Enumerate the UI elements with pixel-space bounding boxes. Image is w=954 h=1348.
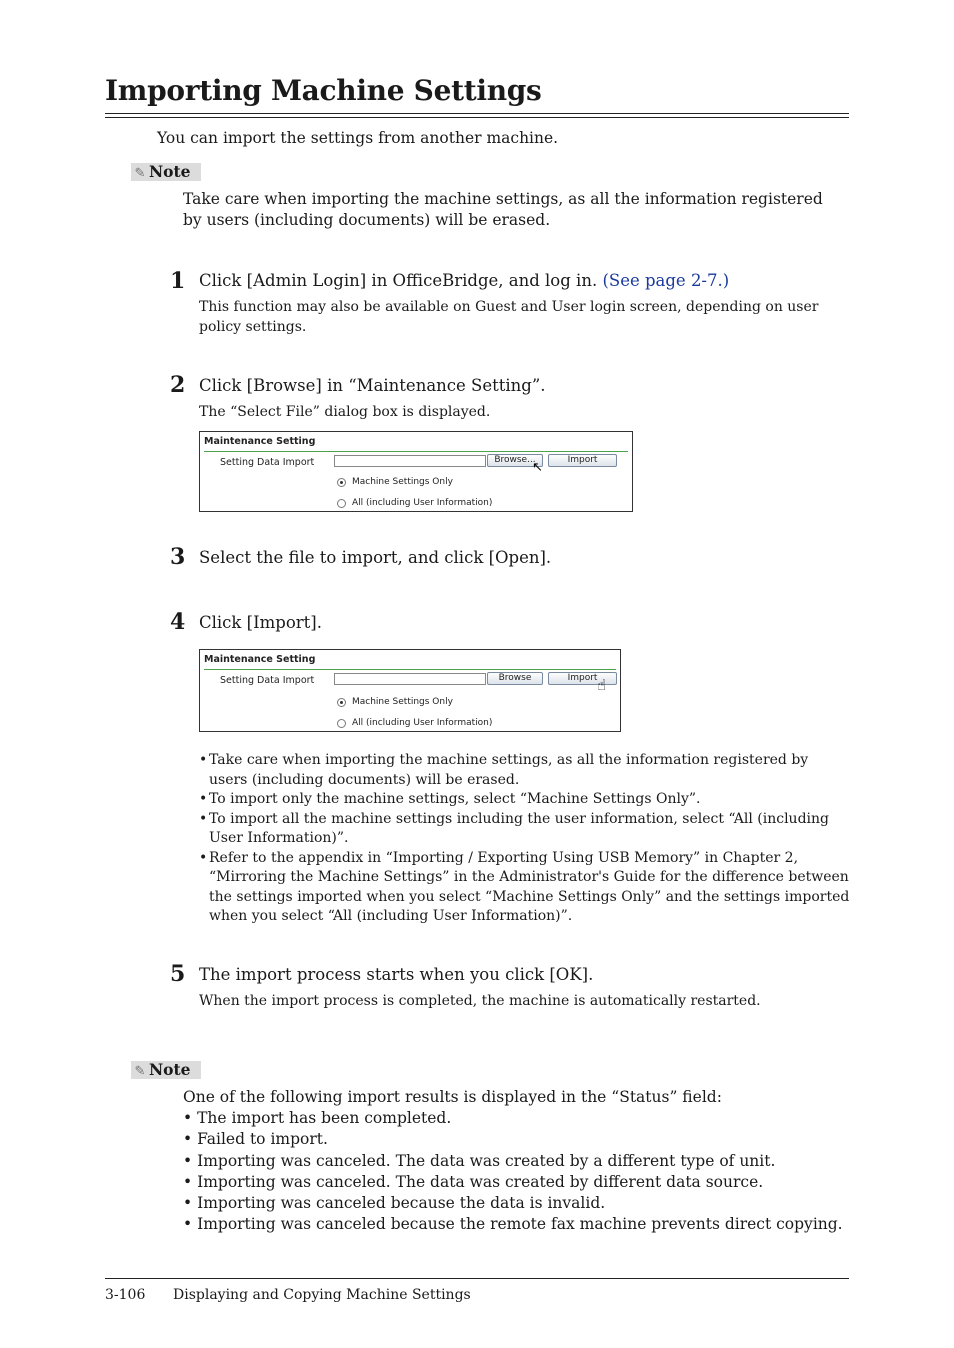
hand-cursor-icon: ☝ — [597, 676, 607, 694]
step-subtext: When the import process is completed, the machine is automatically restarted. — [199, 993, 761, 1009]
browse-button[interactable]: Browse... — [487, 454, 543, 467]
radio-label: Machine Settings Only — [352, 477, 453, 487]
step-number: 1 — [170, 268, 186, 294]
step-text: The import process starts when you click [OK]. — [199, 965, 594, 984]
status-result-item: • Importing was canceled. The data was created by different data source. — [183, 1172, 843, 1193]
note-2-intro: One of the following import results is displayed in the “Status” field: — [183, 1088, 722, 1106]
radio-label: All (including User Information) — [352, 498, 493, 508]
step-number: 2 — [170, 372, 186, 398]
page-title: Importing Machine Settings — [105, 74, 542, 107]
status-result-item: • Importing was canceled because the data is invalid. — [183, 1193, 843, 1214]
browse-button[interactable]: Browse — [487, 672, 543, 685]
step-number: 4 — [170, 609, 186, 635]
radio-all[interactable] — [337, 499, 346, 508]
status-result-item: • The import has been completed. — [183, 1108, 843, 1129]
pencil-icon: ✎ — [134, 166, 146, 181]
panel-divider — [204, 669, 616, 670]
step-text — [199, 271, 729, 290]
bullet-item: • Refer to the appendix in “Importing / Exporting Using USB Memory” in Chapter 2, “Mirroring the Machine Settings” in the Administrator's Guide for the difference between the settings imported when you select “Machine Settings Only” and the settings imported when you select “All (including User Information)”. — [199, 849, 851, 927]
step-1-text: Click [Admin Login] in OfficeBridge, and log in. — [199, 271, 603, 290]
footer-section-title: Displaying and Copying Machine Settings — [173, 1287, 471, 1303]
status-result-item: • Importing was canceled because the remote fax machine prevents direct copying. — [183, 1214, 843, 1235]
maintenance-setting-screenshot — [199, 431, 633, 512]
note-badge — [131, 1061, 201, 1079]
radio-all[interactable] — [337, 719, 346, 728]
page-number: 3-106 — [105, 1287, 146, 1303]
pencil-icon: ✎ — [134, 1064, 146, 1079]
file-path-input[interactable] — [334, 455, 486, 467]
intro-text: You can import the settings from another machine. — [157, 129, 559, 147]
note-2-text — [183, 1087, 843, 1235]
radio-label: Machine Settings Only — [352, 697, 453, 707]
bullet-item: • To import only the machine settings, select “Machine Settings Only”. — [199, 790, 851, 810]
title-rule-top — [105, 113, 849, 114]
status-result-item: • Importing was canceled. The data was created by a different type of unit. — [183, 1151, 843, 1172]
note-text: Take care when importing the machine settings, as all the information registered by users (including documents) will be erased. — [183, 190, 823, 229]
step-subtext: This function may also be available on Guest and User login screen, depending on user policy settings. — [199, 299, 819, 335]
step-text: Click [Import]. — [199, 613, 322, 632]
radio-label: All (including User Information) — [352, 718, 493, 728]
panel-title: Maintenance Setting — [204, 436, 316, 447]
step-number: 5 — [170, 961, 186, 987]
radio-machine-settings[interactable] — [337, 478, 346, 487]
step-4-bullet-list — [199, 751, 851, 927]
field-label: Setting Data Import — [220, 457, 315, 468]
step-text: Select the file to import, and click [Open]. — [199, 548, 552, 567]
page-link[interactable]: (See page 2-7.) — [602, 271, 730, 290]
import-button[interactable]: Import — [548, 454, 617, 467]
import-button[interactable]: Import — [548, 672, 617, 685]
panel-title: Maintenance Setting — [204, 654, 316, 665]
step-subtext: The “Select File” dialog box is displayed. — [199, 404, 491, 420]
maintenance-setting-screenshot — [199, 649, 621, 732]
field-label: Setting Data Import — [220, 675, 315, 686]
title-rule-bottom — [105, 117, 849, 118]
note-label: Note — [149, 162, 191, 181]
bullet-item: • Take care when importing the machine settings, as all the information registered by users (including documents) will be erased. — [199, 751, 851, 790]
panel-divider — [204, 451, 628, 452]
note-badge — [131, 163, 201, 181]
step-text: Click [Browse] in “Maintenance Setting”. — [199, 376, 546, 395]
bullet-item: • To import all the machine settings including the user information, select “All (including User Information)”. — [199, 810, 851, 849]
status-result-item: • Failed to import. — [183, 1129, 843, 1150]
note-label: Note — [149, 1060, 191, 1079]
footer-rule — [105, 1278, 849, 1279]
file-path-input[interactable] — [334, 673, 486, 685]
radio-machine-settings[interactable] — [337, 698, 346, 707]
step-number: 3 — [170, 544, 186, 570]
pointer-cursor-icon: ↖ — [532, 460, 543, 475]
